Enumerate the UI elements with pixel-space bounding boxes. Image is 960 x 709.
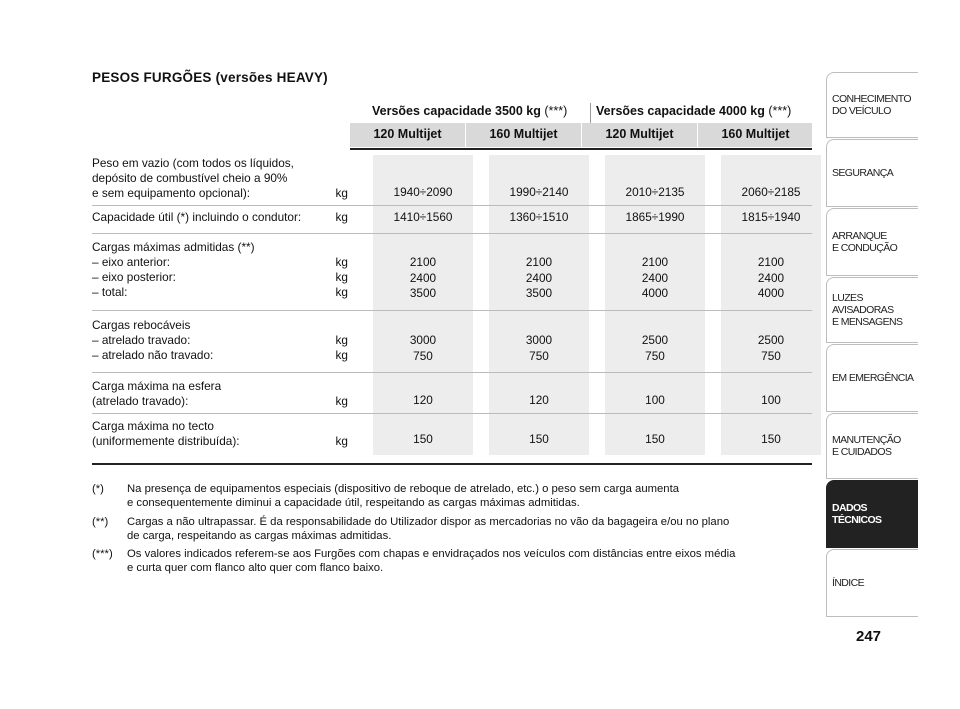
footnote-2: (**) Cargas a não ultrapassar. É da responsabilidade do Utilizador dispor as mercadorias no vão da bagageira e/ou no plano de carga, respeitando as cargas máximas admitidas. — [92, 516, 730, 542]
row-label-empty-weight: Peso em vazio (com todos os líquidos, depósito de combustível cheio a 90% e sem equipamento opcional): kg — [92, 156, 348, 200]
cell-value: 100 — [645, 393, 665, 407]
column-header-4: 160 Multijet — [721, 127, 790, 141]
tab-luzes[interactable]: LUZES AVISADORAS E MENSAGENS — [826, 277, 918, 343]
tab-seguranca[interactable]: SEGURANÇA — [826, 139, 918, 207]
footnote-1: (*) Na presença de equipamentos especiais (dispositivo de reboque de atrelado, etc.) o peso sem carga aumenta e consequentemente diminui a capacidade útil, respeitando as cargas máximas admitidas. — [92, 483, 679, 509]
cell-value-group: 2100 2400 3500 — [409, 255, 437, 300]
cell-value-group: 2100 2400 3500 — [525, 255, 553, 300]
cell-value: 100 — [761, 393, 781, 407]
tab-indice[interactable]: ÍNDICE — [826, 549, 918, 617]
column-header-3: 120 Multijet — [605, 127, 674, 141]
cell-value: 150 — [645, 432, 665, 446]
group-separator — [590, 103, 591, 123]
cell-value: 2060÷2185 — [741, 185, 801, 199]
cell-value-group: 2100 2400 4000 — [757, 255, 785, 300]
cell-value-group: 3000 750 — [409, 333, 437, 363]
row-label-roof-load: Carga máxima no tecto (uniformemente distribuída): kg — [92, 419, 348, 448]
title-sub: (versões HEAVY) — [215, 70, 328, 85]
cell-value-group: 3000 750 — [525, 333, 553, 363]
cell-value: 1815÷1940 — [741, 210, 801, 224]
row-divider — [92, 310, 812, 311]
row-divider — [92, 413, 812, 414]
cell-value: 1940÷2090 — [393, 185, 453, 199]
row-divider — [92, 372, 812, 373]
table-bottom-rule — [92, 463, 812, 465]
column-header-2: 160 Multijet — [489, 127, 558, 141]
cell-value: 120 — [413, 393, 433, 407]
page-title — [92, 70, 328, 85]
cell-value: 2010÷2135 — [625, 185, 685, 199]
tab-dados-tecnicos[interactable]: DADOS TÉCNICOS — [826, 480, 918, 548]
group-header-4000: Versões capacidade 4000 kg (***) — [596, 104, 792, 118]
row-label-payload: Capacidade útil (*) incluindo o condutor: kg — [92, 210, 348, 224]
cell-value: 150 — [761, 432, 781, 446]
tab-manutencao[interactable]: MANUTENÇÃO E CUIDADOS — [826, 413, 918, 479]
cell-value: 120 — [529, 393, 549, 407]
header-rule — [350, 148, 812, 150]
row-label-towable-loads: Cargas rebocáveis – atrelado travado: kg – atrelado não travado: kg — [92, 318, 348, 362]
row-divider — [92, 233, 812, 234]
cell-value: 1360÷1510 — [509, 210, 569, 224]
cell-value-group: 2100 2400 4000 — [641, 255, 669, 300]
tab-arranque[interactable]: ARRANQUE E CONDUÇÃO — [826, 208, 918, 276]
column-header-1: 120 Multijet — [373, 127, 442, 141]
footnote-3: (***) Os valores indicados referem-se aos Furgões com chapas e envidraçados nos veículos com distâncias entre eixos média e curta quer com flanco alto quer com flanco baixo. — [92, 548, 736, 574]
title-main: PESOS FURGÕES — [92, 70, 212, 85]
group-header-3500: Versões capacidade 3500 kg (***) — [372, 104, 568, 118]
cell-value-group: 2500 750 — [757, 333, 785, 363]
tab-emergencia[interactable]: EM EMERGÊNCIA — [826, 344, 918, 412]
page-number: 247 — [856, 628, 882, 645]
cell-value: 150 — [413, 432, 433, 446]
cell-value: 1865÷1990 — [625, 210, 685, 224]
cell-value-group: 2500 750 — [641, 333, 669, 363]
tab-conhecimento[interactable]: CONHECIMENTO DO VEÍCULO — [826, 72, 918, 138]
row-divider — [92, 205, 812, 206]
row-label-ball-load: Carga máxima na esfera (atrelado travado): kg — [92, 379, 348, 408]
cell-value: 150 — [529, 432, 549, 446]
cell-value: 1990÷2140 — [509, 185, 569, 199]
cell-value: 1410÷1560 — [393, 210, 453, 224]
row-label-max-loads: Cargas máximas admitidas (**) – eixo anterior: kg – eixo posterior: kg – total: kg — [92, 240, 348, 299]
